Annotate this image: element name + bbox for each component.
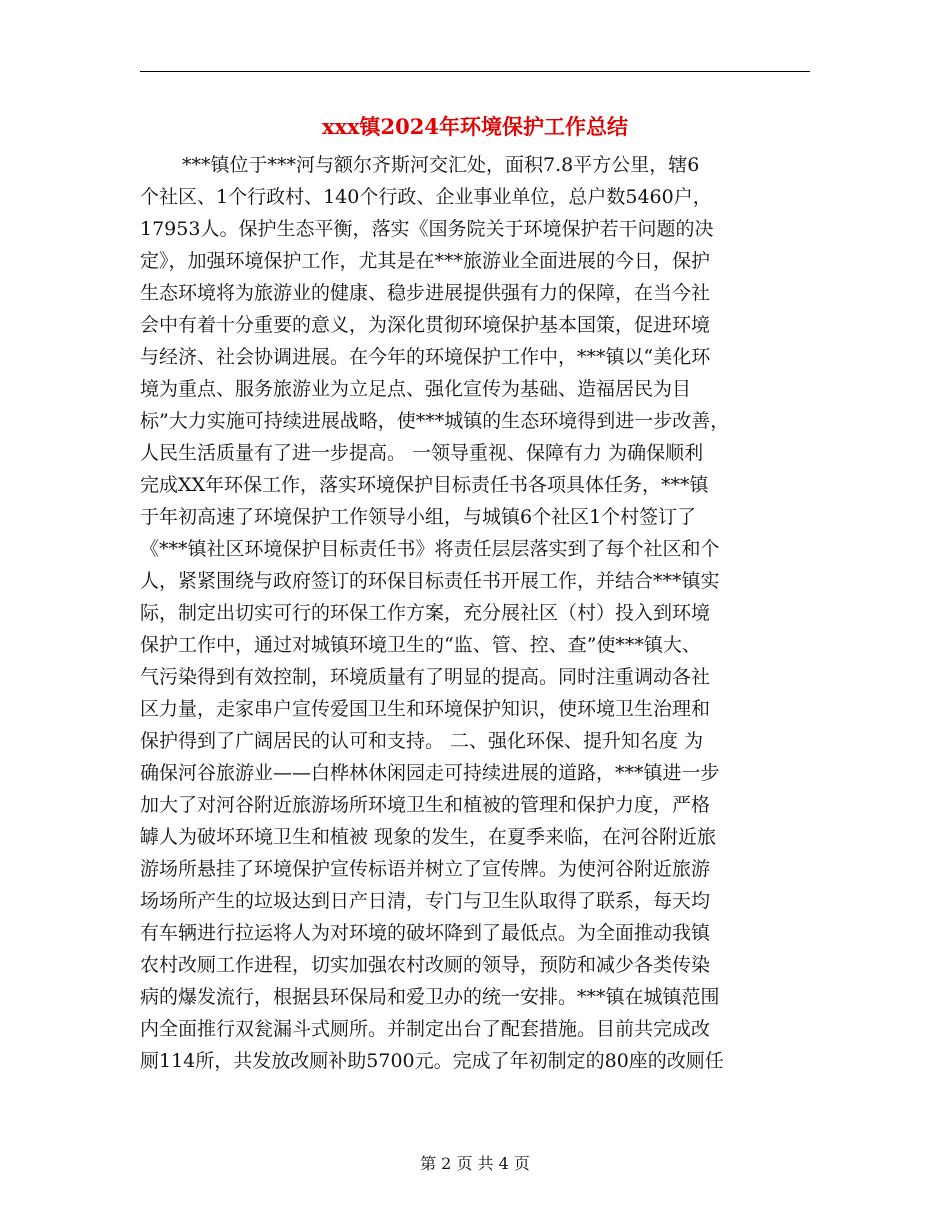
body-line: 于年初高速了环境保护工作领导小组，与城镇6个社区1个村签订了 — [140, 506, 697, 528]
body-line: 保护得到了广阔居民的认可和支持。 二、强化环保、提升知名度 为 — [140, 730, 704, 752]
document-title: xxx镇2024年环境保护工作总结 — [321, 114, 628, 139]
body-line: 人，紧紧围绕与政府签订的环保目标责任书开展工作，并结合***镇实 — [140, 570, 720, 592]
body-line: 定》，加强环境保护工作，尤其是在***旅游业全面进展的今日，保护 — [140, 250, 711, 272]
body-line: 病的爆发流行，根据县环保局和爱卫办的统一安排。***镇在城镇范围 — [140, 986, 720, 1008]
body-line: 罅人为破坏环境卫生和植被 现象的发生，在夏季来临，在河谷附近旅 — [140, 826, 717, 848]
body-line: 保护工作中，通过对城镇环境卫生的“监、管、控、查”使***镇大、 — [140, 634, 701, 656]
body-line: 区力量，走家串户宣传爱国卫生和环境保护知识，使环境卫生治理和 — [140, 698, 711, 720]
body-line: 生态环境将为旅游业的健康、稳步进展提供强有力的保障，在当今社 — [140, 282, 711, 304]
body-line: 厕114所，共发放改厕补助5700元。完成了年初制定的80座的改厕任 — [140, 1050, 724, 1072]
body-line: ***镇位于***河与额尔齐斯河交汇处，面积7.8平方公里，辖6 — [182, 154, 700, 176]
body-line: 人民生活质量有了进一步提高。 一领导重视、保障有力 为确保顺利 — [140, 442, 704, 464]
body-line: 场场所产生的垃圾达到日产日清，专门与卫生队取得了联系，每天均 — [140, 890, 711, 912]
document-body — [140, 149, 814, 1077]
body-line: 完成XX年环保工作，落实环境保护目标责任书各项具体任务，***镇 — [140, 474, 709, 496]
header-rule — [140, 71, 810, 72]
body-line: 确保河谷旅游业——白桦林休闲园走可持续进展的道路，***镇进一步 — [140, 762, 720, 784]
body-line: 会中有着十分重要的意义，为深化贯彻环境保护基本国策，促进环境 — [140, 314, 711, 336]
body-line: 《***镇社区环境保护目标责任书》将责任层层落实到了每个社区和个 — [140, 538, 720, 560]
body-line: 际，制定出切实可行的环保工作方案，充分展社区（村）投入到环境 — [140, 602, 711, 624]
body-line: 标”大力实施可持续进展战略，使***城镇的生态环境得到进一步改善， — [140, 410, 730, 432]
body-line: 气污染得到有效控制，环境质量有了明显的提高。同时注重调动各社 — [140, 666, 711, 688]
body-line: 个社区、1个行政村、140个行政、企业事业单位，总户数5460户， — [140, 186, 712, 208]
body-line: 游场所悬挂了环境保护宣传标语并树立了宣传牌。为使河谷附近旅游 — [140, 858, 711, 880]
body-line: 内全面推行双瓮漏斗式厕所。并制定出台了配套措施。目前共完成改 — [140, 1018, 711, 1040]
body-line: 与经济、社会协调进展。在今年的环境保护工作中，***镇以“美化环 — [140, 346, 711, 368]
body-line: 有车辆进行拉运将人为对环境的破坏降到了最低点。为全面推动我镇 — [140, 922, 711, 944]
body-line: 17953人。保护生态平衡，落实《国务院关于环境保护若干问题的决 — [140, 218, 714, 240]
page-number: 第 2 页 共 4 页 — [420, 1154, 530, 1173]
body-line: 加大了对河谷附近旅游场所环境卫生和植被的管理和保护力度，严格 — [140, 794, 711, 816]
body-line: 农村改厕工作进程，切实加强农村改厕的领导，预防和减少各类传染 — [140, 954, 711, 976]
body-line: 境为重点、服务旅游业为立足点、强化宣传为基础、造福居民为目 — [140, 378, 692, 400]
